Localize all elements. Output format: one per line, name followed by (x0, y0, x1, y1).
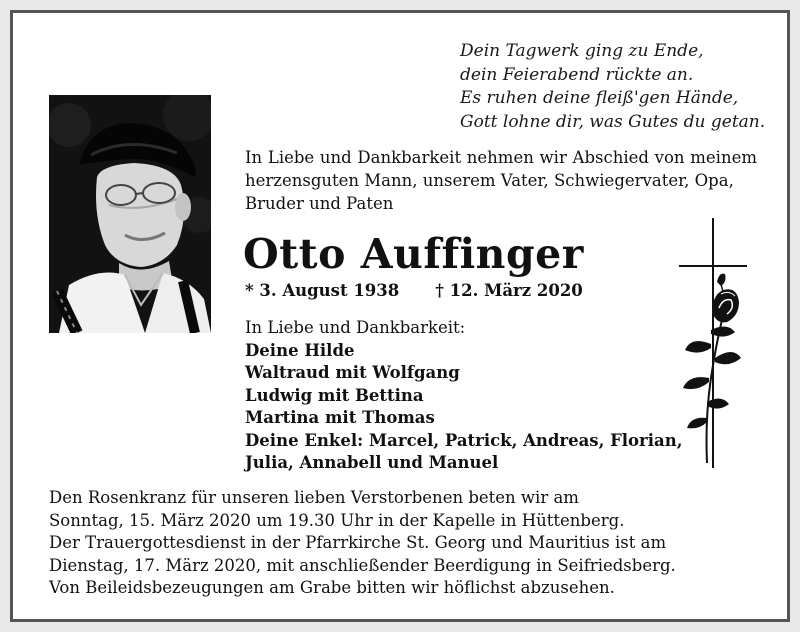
family-member: Deine Enkel: Marcel, Patrick, Andreas, Florian, (245, 430, 683, 450)
service-line: Den Rosenkranz für unseren lieben Verstorbenen beten wir am (49, 488, 579, 507)
life-dates (245, 280, 583, 302)
poem-line: Dein Tagwerk ging zu Ende, (460, 41, 704, 61)
family-heading: In Liebe und Dankbarkeit: (245, 318, 466, 337)
poem-line: Es ruhen deine fleiß'gen Hände, (460, 88, 739, 108)
intro-last-line: Bruder und Paten (245, 194, 394, 213)
cross-with-rose-icon (677, 218, 749, 473)
family-member: Waltraud mit Wolfgang (245, 363, 460, 382)
service-line: Von Beileidsbezeugungen am Grabe bitten wir höflichst abzusehen. (49, 578, 615, 597)
birth-date: * 3. August 1938 (245, 281, 400, 300)
portrait-image (49, 95, 211, 333)
family-member: Ludwig mit Bettina (245, 385, 424, 405)
family-member: Deine Hilde (245, 340, 355, 360)
poem-line: Gott lohne dir, was Gutes du getan. (460, 111, 766, 132)
family-list (245, 317, 682, 475)
deceased-name: Otto Auffinger (243, 230, 584, 278)
cross-rose-drawing (677, 218, 749, 473)
portrait-photo (49, 95, 211, 333)
memorial-poem (460, 40, 765, 134)
intro-text (245, 146, 757, 215)
intro-paragraph: In Liebe und Dankbarkeit nehmen wir Abschied von meinem herzensguten Mann, unserem Vater, Schwiegervater, Opa, (245, 148, 757, 190)
family-member: Martina mit Thomas (245, 408, 435, 427)
death-date: † 12. März 2020 (435, 281, 583, 300)
service-line: Sonntag, 15. März 2020 um 19.30 Uhr in der Kapelle in Hüttenberg. (49, 510, 625, 530)
service-line: Der Trauergottesdienst in der Pfarrkirche St. Georg und Mauritius ist am (49, 533, 667, 552)
obituary-notice (10, 10, 790, 622)
service-line: Dienstag, 17. März 2020, mit anschließender Beerdigung in Seifriedsberg. (49, 555, 676, 575)
service-information (49, 487, 676, 600)
poem-line: dein Feierabend rückte an. (460, 64, 694, 85)
family-member: Julia, Annabell und Manuel (245, 453, 499, 472)
